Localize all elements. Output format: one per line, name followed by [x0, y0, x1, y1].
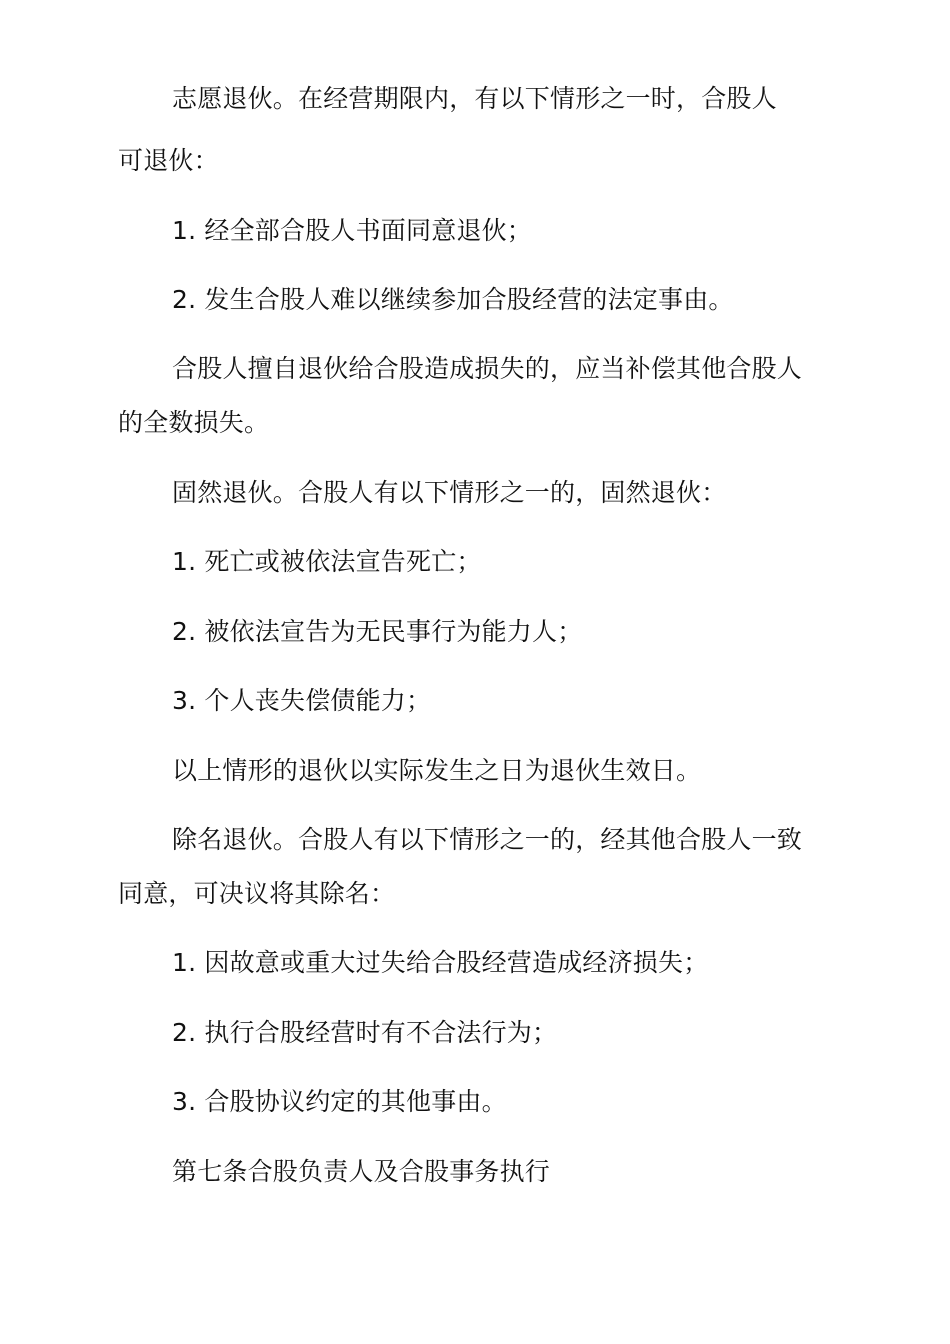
article-7-heading: 第七条合股负责人及合股事务执行: [172, 1157, 551, 1186]
paragraph-expulsion-line-2: 同意，可决议将其除名：: [118, 879, 396, 908]
paragraph-expulsion-line-1: 除名退伙。合股人有以下情形之一的，经其他合股人一致: [172, 825, 803, 854]
paragraph-unauthorized-withdrawal-line-1: 合股人擅自退伙给合股造成损失的，应当补偿其他合股人: [172, 354, 803, 383]
paragraph-voluntary-withdrawal-line-1: 志愿退伙。在经营期限内，有以下情形之一时，合股人: [172, 84, 777, 113]
paragraph-voluntary-withdrawal-line-2: 可退伙：: [118, 146, 219, 175]
list-item-expulsion-1: 1. 因故意或重大过失给合股经营造成经济损失；: [172, 948, 709, 977]
list-item-expulsion-3: 3. 合股协议约定的其他事由。: [172, 1087, 507, 1116]
list-item-voluntary-1: 1. 经全部合股人书面同意退伙；: [172, 216, 533, 245]
paragraph-automatic-effective-date: 以上情形的退伙以实际发生之日为退伙生效日。: [172, 756, 702, 785]
list-item-voluntary-2: 2. 发生合股人难以继续参加合股经营的法定事由。: [172, 285, 734, 314]
list-item-automatic-3: 3. 个人丧失偿债能力；: [172, 686, 432, 715]
list-item-expulsion-2: 2. 执行合股经营时有不合法行为；: [172, 1018, 558, 1047]
list-item-automatic-1: 1. 死亡或被依法宣告死亡；: [172, 547, 482, 576]
list-item-automatic-2: 2. 被依法宣告为无民事行为能力人；: [172, 617, 583, 646]
paragraph-unauthorized-withdrawal-line-2: 的全数损失。: [118, 408, 270, 437]
paragraph-automatic-withdrawal: 固然退伙。合股人有以下情形之一的，固然退伙：: [172, 478, 727, 507]
